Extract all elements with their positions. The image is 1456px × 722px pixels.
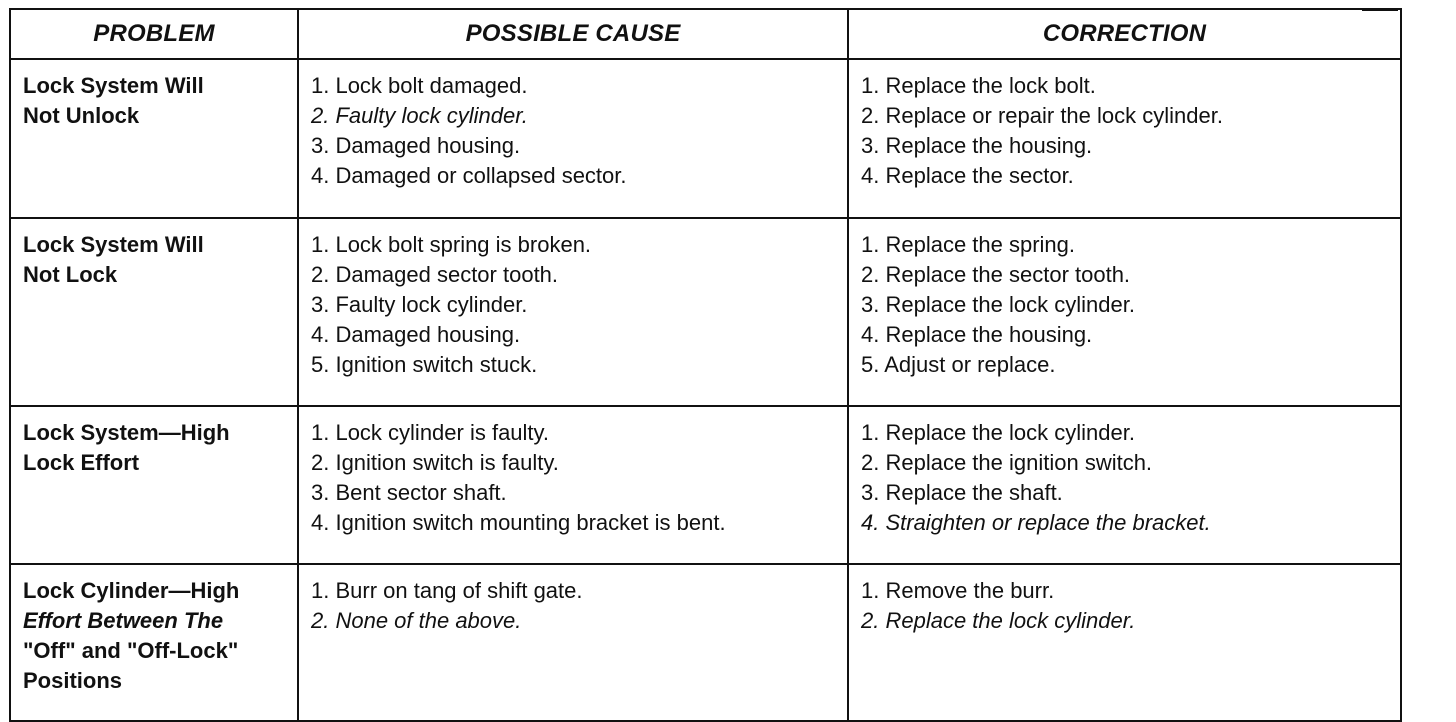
cause-item: 3. Bent sector shaft. [311, 480, 507, 505]
header-row [10, 9, 1401, 59]
correction-item: 4. Replace the sector. [861, 163, 1074, 188]
correction-item: 1. Replace the lock cylinder. [861, 420, 1135, 445]
cause-item: 2. None of the above. [311, 608, 522, 633]
problem-cell [10, 218, 298, 406]
problem-cell [10, 564, 298, 721]
cause-cell [298, 59, 848, 218]
cause-item: 3. Damaged housing. [311, 133, 521, 158]
cause-item: 4. Damaged or collapsed sector. [311, 163, 627, 188]
cause-cell [298, 564, 848, 721]
cause-cell [298, 218, 848, 406]
cause-item: 1. Lock cylinder is faulty. [311, 420, 550, 445]
header-problem: PROBLEM [10, 9, 298, 59]
table-row [10, 406, 1401, 564]
cause-item: 3. Faulty lock cylinder. [311, 292, 528, 317]
correction-item: 3. Replace the shaft. [861, 480, 1063, 505]
problem-line: Not Unlock [23, 103, 140, 128]
correction-item: 5. Adjust or replace. [861, 352, 1056, 377]
cause-item: 2. Ignition switch is faulty. [311, 450, 559, 475]
header-correction: CORRECTION [848, 9, 1401, 59]
cause-item: 1. Lock bolt damaged. [311, 73, 528, 98]
problem-line: Lock Effort [23, 450, 140, 475]
problem-line: Lock System Will [23, 232, 204, 257]
correction-item: 2. Replace the sector tooth. [861, 262, 1131, 287]
correction-item: 4. Straighten or replace the bracket. [861, 510, 1211, 535]
cause-item: 2. Damaged sector tooth. [311, 262, 559, 287]
problem-line: Not Lock [23, 262, 118, 287]
table-row [10, 218, 1401, 406]
correction-item: 2. Replace the lock cylinder. [861, 608, 1136, 633]
problem-line: Lock System—High [23, 420, 230, 445]
correction-item: 3. Replace the lock cylinder. [861, 292, 1135, 317]
cause-item: 4. Damaged housing. [311, 322, 521, 347]
correction-item: 4. Replace the housing. [861, 322, 1093, 347]
correction-cell [848, 564, 1401, 721]
problem-line: Positions [23, 668, 123, 693]
problem-cell [10, 406, 298, 564]
cause-item: 1. Burr on tang of shift gate. [311, 578, 583, 603]
cause-cell [298, 406, 848, 564]
cause-item: 5. Ignition switch stuck. [311, 352, 538, 377]
problem-line: Lock System Will [23, 73, 204, 98]
cause-item: 4. Ignition switch mounting bracket is bent. [311, 510, 726, 535]
cause-item: 2. Faulty lock cylinder. [311, 103, 528, 128]
troubleshooting-table [9, 8, 1402, 722]
correction-cell [848, 59, 1401, 218]
problem-cell [10, 59, 298, 218]
correction-cell [848, 218, 1401, 406]
correction-cell [848, 406, 1401, 564]
header-possible-cause: POSSIBLE CAUSE [298, 9, 848, 59]
correction-item: 1. Remove the burr. [861, 578, 1055, 603]
correction-item: 2. Replace the ignition switch. [861, 450, 1153, 475]
problem-line: Lock Cylinder—High [23, 578, 240, 603]
cause-item: 1. Lock bolt spring is broken. [311, 232, 592, 257]
correction-item: 3. Replace the housing. [861, 133, 1093, 158]
correction-item: 1. Replace the lock bolt. [861, 73, 1096, 98]
problem-line: Effort Between The [23, 608, 224, 633]
problem-line: "Off" and "Off-Lock" [23, 638, 239, 663]
table-row [10, 59, 1401, 218]
table-row [10, 564, 1401, 721]
correction-item: 1. Replace the spring. [861, 232, 1076, 257]
correction-item: 2. Replace or repair the lock cylinder. [861, 103, 1223, 128]
